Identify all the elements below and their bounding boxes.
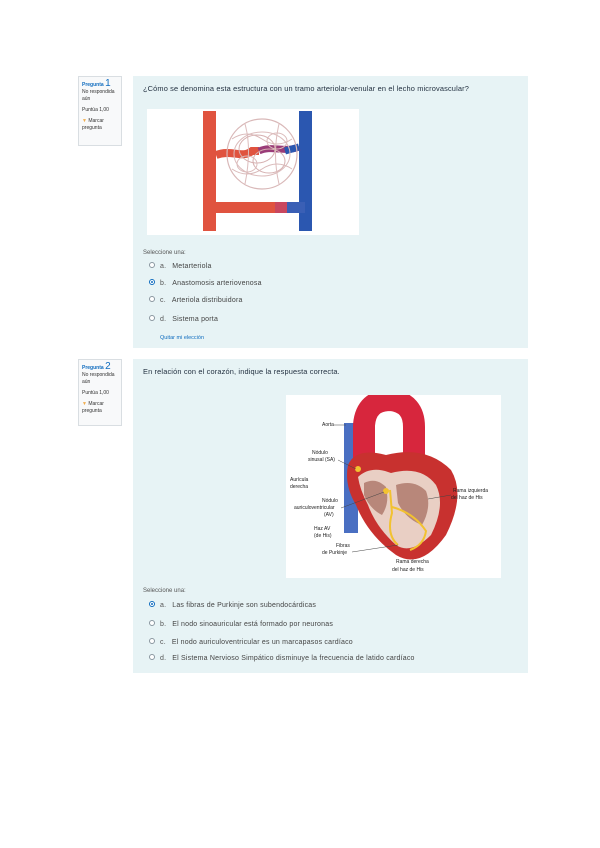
label-purkinje-2: de Purkinje: [322, 550, 348, 556]
flag-icon: ▼: [82, 118, 87, 124]
radio-button[interactable]: [149, 262, 155, 268]
question-status: No respondida aún: [82, 89, 115, 102]
radio-button[interactable]: [149, 315, 155, 321]
label-sa-2: sinusal (SA): [308, 457, 335, 463]
answer-option-a[interactable]: a. Las fibras de Purkinje son subendocárdicas: [149, 602, 316, 609]
answer-prompt: Seleccione una:: [143, 250, 186, 256]
flag-icon: ▼: [82, 401, 87, 407]
label-rama-der-1: Rama derecha: [396, 559, 429, 565]
question-number: Pregunta 1: [82, 78, 111, 89]
question-2-content: [133, 359, 528, 673]
radio-button[interactable]: [149, 638, 155, 644]
label-ad-1: Aurícula: [290, 477, 309, 483]
question-number: Pregunta 2: [82, 361, 111, 372]
radio-button-selected[interactable]: [149, 279, 155, 285]
question-status: No respondida aún: [82, 372, 115, 385]
label-aorta: Aorta: [322, 422, 334, 428]
radio-button-selected[interactable]: [149, 601, 155, 607]
radio-button[interactable]: [149, 296, 155, 302]
radio-button[interactable]: [149, 620, 155, 626]
answer-option-c[interactable]: c. Arteriola distribuidora: [149, 297, 243, 304]
answer-option-d[interactable]: d. Sistema porta: [149, 316, 218, 323]
label-ad-2: derecha: [290, 484, 309, 490]
label-av-2: auriculoventricular: [294, 505, 335, 511]
radio-button[interactable]: [149, 654, 155, 660]
label-av-3: (AV): [324, 512, 334, 518]
question-1-info: [78, 76, 122, 146]
label-av-1: Nódulo: [322, 498, 338, 504]
label-sa-1: Nódulo: [312, 450, 328, 456]
answer-option-b[interactable]: b. El nodo sinoauricular está formado por neuronas: [149, 621, 333, 628]
label-rama-der-2: del haz de His: [392, 567, 424, 573]
heart-conduction-image: [286, 395, 501, 578]
label-rama-izq-2: del haz de His: [451, 495, 483, 501]
question-1-content: [133, 76, 528, 348]
question-text: En relación con el corazón, indique la respuesta correcta.: [143, 367, 340, 376]
question-text: ¿Cómo se denomina esta estructura con un tramo arteriolar-venular en el lecho microvascular?: [143, 84, 469, 93]
question-score: Puntúa 1,00: [82, 107, 109, 113]
label-purkinje-1: Fibras: [336, 543, 350, 549]
label-rama-izq-1: Rama izquierda: [453, 488, 489, 494]
answer-option-d[interactable]: d. El Sistema Nervioso Simpático disminuye la frecuencia de latido cardíaco: [149, 655, 415, 662]
answer-prompt: Seleccione una:: [143, 588, 186, 594]
clear-choice-link[interactable]: Quitar mi elección: [160, 335, 205, 341]
flag-question-button[interactable]: ▼ Marcar pregunta: [82, 401, 104, 414]
question-score: Puntúa 1,00: [82, 390, 109, 396]
microvascular-bed-image: [147, 109, 359, 235]
flag-question-button[interactable]: ▼ Marcar pregunta: [82, 118, 104, 131]
question-2-info: [78, 359, 122, 426]
answer-option-b[interactable]: b. Anastomosis arteriovenosa: [149, 280, 262, 287]
answer-option-a[interactable]: a. Metarteriola: [149, 263, 212, 270]
label-his-1: Haz AV: [314, 526, 331, 532]
answer-option-c[interactable]: c. El nodo auriculoventricular es un marcapasos cardíaco: [149, 639, 353, 646]
label-his-2: (de His): [314, 533, 332, 539]
